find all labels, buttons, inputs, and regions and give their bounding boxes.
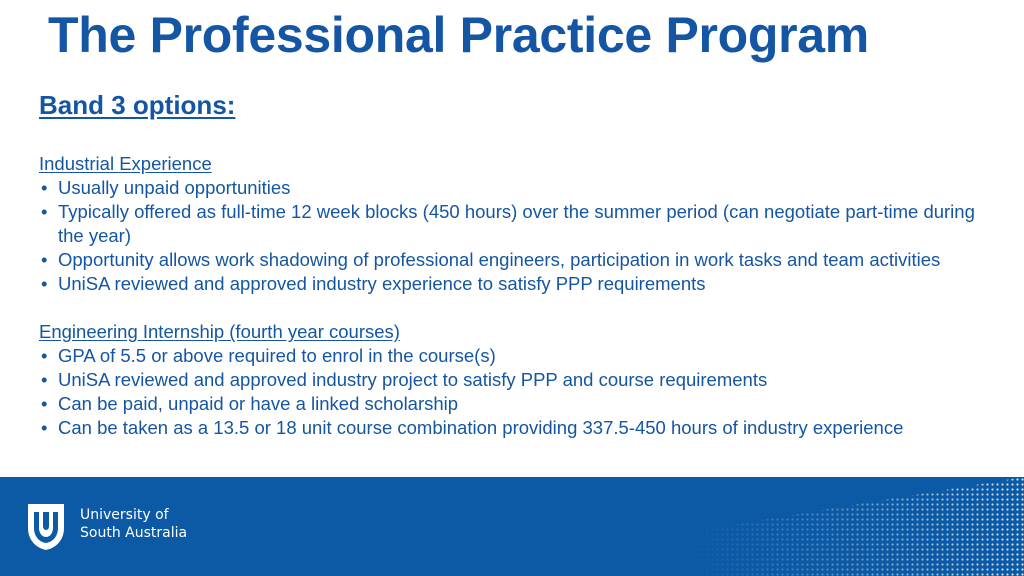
wordmark-line: South Australia <box>80 525 188 541</box>
bullet-item: • Opportunity allows work shadowing of professional engineers, participation in work tasks and team activities <box>39 248 999 272</box>
bullet-item: • Typically offered as full-time 12 week blocks (450 hours) over the summer period (can negotiate part-time during the year) <box>39 200 999 248</box>
bullet-item: • UniSA reviewed and approved industry project to satisfy PPP and course requirements <box>39 368 999 392</box>
bullet-list <box>39 344 999 440</box>
slide-content <box>39 152 999 440</box>
section-spacer <box>39 296 999 320</box>
footer-bar <box>0 477 1024 576</box>
bullet-item: • GPA of 5.5 or above required to enrol in the course(s) <box>39 344 999 368</box>
slide-title: The Professional Practice Program <box>48 7 869 63</box>
wordmark-line: University of <box>80 507 169 523</box>
slide-subtitle: Band 3 options: <box>39 90 236 120</box>
bullet-item: • Usually unpaid opportunities <box>39 176 999 200</box>
bullet-item: • Can be taken as a 13.5 or 18 unit course combination providing 337.5-450 hours of industry experience <box>39 416 999 440</box>
section-industrial-experience <box>39 152 999 296</box>
section-engineering-internship <box>39 320 999 440</box>
unisa-logo-icon <box>26 502 66 552</box>
university-wordmark <box>80 506 187 542</box>
section-heading: Engineering Internship (fourth year courses) <box>39 321 400 342</box>
bullet-item: • UniSA reviewed and approved industry experience to satisfy PPP requirements <box>39 272 999 296</box>
bullet-item: • Can be paid, unpaid or have a linked scholarship <box>39 392 999 416</box>
section-heading: Industrial Experience <box>39 153 212 174</box>
bullet-list <box>39 176 999 296</box>
